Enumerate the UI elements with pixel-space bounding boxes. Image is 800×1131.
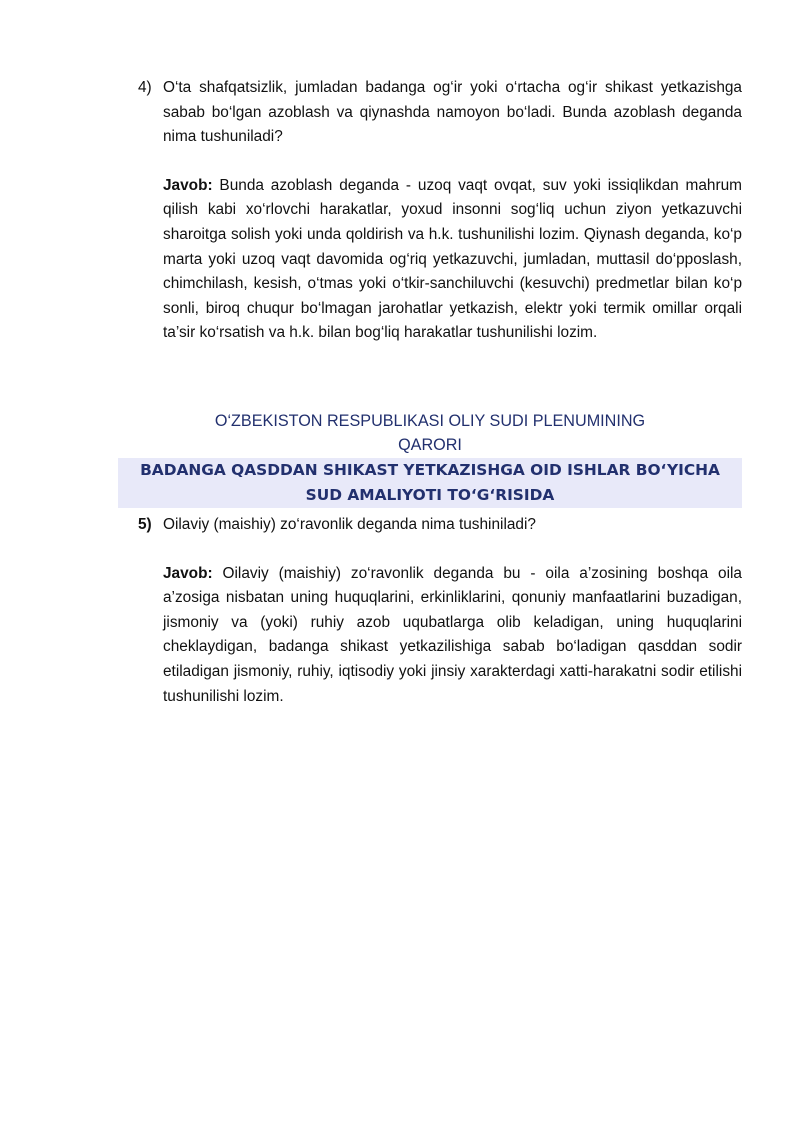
question-number: 4) <box>138 79 152 96</box>
question-number: 5) <box>138 516 152 533</box>
answer-text: Bunda azoblash deganda - uzoq vaqt ovqat, suv yoki issiqlikdan mahrum qilish kabi xo‘rlovchi harakatlar, yoxud insonni sog‘liq uchun ziyon yetkazuvchi sharoitga solish yoki unda qoldirish va h.k. tushunilishi lozim. Qiynash deganda, ko‘p marta yoki uzoq vaqt davomida og‘riq yetkazuvchi, jumladan, muttasil do‘pposlash, chimchilash, kesish, o‘tmas yoki o‘tkir-sanchiluvchi (kesuvchi) predmetlar bilan ko‘p sonli, biroq chuqur bo‘lmagan jarohatlar yetkazish, elektr yoki termik omillar orqali ta’sir ko‘rsatish va h.k. bilan bog‘liq harakatlar tushunilishi lozim. <box>163 176 742 342</box>
question-text: Oilaviy (maishiy) zo‘ravonlik deganda nima tushiniladi? <box>163 516 536 533</box>
answer-label: Javob: <box>163 176 213 194</box>
resolution-title-line2: QARORI <box>398 436 462 454</box>
resolution-subject-line1: BADANGA QASDDAN SHIKAST YETKAZISHGA OID ISHLAR BO‘YICHA <box>140 461 720 479</box>
question-4 <box>138 76 742 346</box>
answer-label: Javob: <box>163 564 213 582</box>
answer <box>163 562 742 710</box>
resolution-title <box>118 409 742 457</box>
question-5 <box>138 513 742 709</box>
resolution-subject-line2: SUD AMALIYOTI TO‘G‘RISIDA <box>305 486 555 504</box>
answer <box>163 174 742 346</box>
question-text: O‘ta shafqatsizlik, jumladan badanga og‘ir yoki o‘rtacha og‘ir shikast yetkazishga sabab bo‘lgan azoblash va qiynashda namoyon bo‘ladi. Bunda azoblash deganda nima tushuniladi? <box>163 79 742 146</box>
resolution-title-line1: O‘ZBEKISTON RESPUBLIKASI OLIY SUDI PLENUMINING <box>214 412 646 430</box>
resolution-subject-banner <box>118 458 742 508</box>
answer-text: Oilaviy (maishiy) zo‘ravonlik deganda bu - oila a’zosining boshqa oila a’zosiga nisbatan uning huquqlarini, erkinliklarini, qonuniy manfaatlarini buzadigan, jismoniy va (yoki) ruhiy azob uqubatlarga olib keladigan, uning huquqlarini cheklaydigan, badanga shikast yetkazilishiga sabab bo‘ladigan qasddan sodir etiladigan jismoniy, ruhiy, iqtisodiy yoki jinsiy xarakterdagi xatti-harakatni sodir etilishi tushunilishi lozim. <box>163 564 742 705</box>
